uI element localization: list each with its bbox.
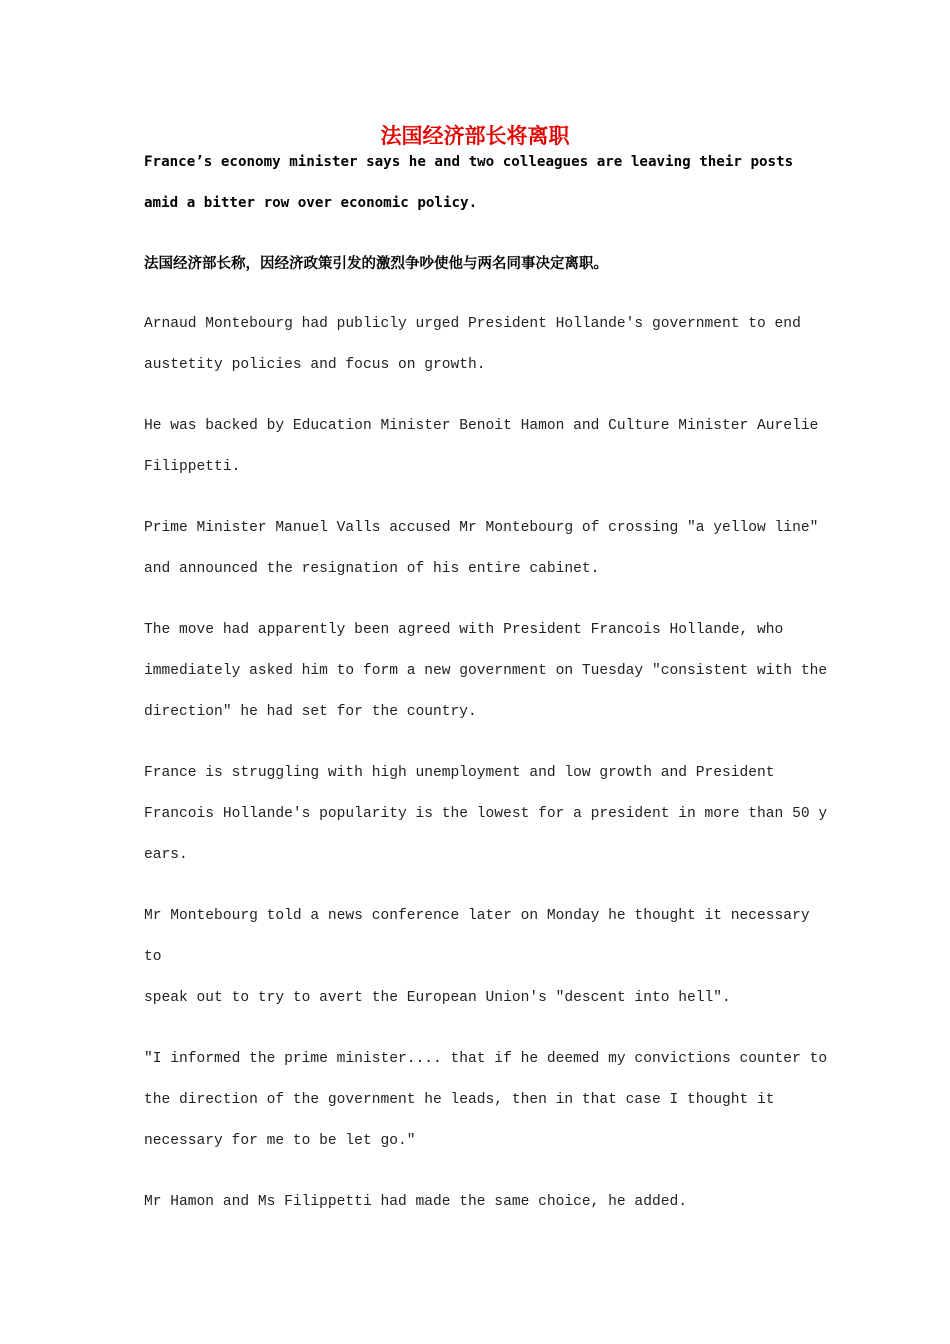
article-body <box>144 304 834 1243</box>
paragraph-3: Prime Minister Manuel Valls accused Mr Montebourg of crossing "a yellow line" and announced the resignation of his entire cabinet. <box>144 520 819 577</box>
paragraph-8: Mr Hamon and Ms Filippetti had made the same choice, he added. <box>144 1194 687 1210</box>
paragraph-2: He was backed by Education Minister Benoit Hamon and Culture Minister Aurelie Filippetti. <box>144 418 819 475</box>
document-title: 法国经济部长将离职 <box>380 124 570 148</box>
lead-chinese: 法国经济部长称，因经济政策引发的激烈争吵使他与两名同事决定离职。 <box>144 256 608 272</box>
paragraph-1: Arnaud Montebourg had publicly urged President Hollande's government to end austetity policies and focus on growth. <box>144 316 801 373</box>
paragraph-7: "I informed the prime minister.... that if he deemed my convictions counter to the direction of the government he leads, then in that case I thought it necessary for me to be let go." <box>144 1051 828 1149</box>
paragraph-4: The move had apparently been agreed with President Francois Hollande, who immediately asked him to form a new government on Tuesday "consistent with the direction" he had set for the country. <box>144 622 828 720</box>
paragraph-5: France is struggling with high unemployment and low growth and President Francois Hollande's popularity is the lowest for a president in more than 50 y ears. <box>144 765 828 863</box>
paragraph-6: Mr Montebourg told a news conference later on Monday he thought it necessary to speak out to try to avert the European Union's "descent into hell". <box>144 908 810 1006</box>
lead-english: France’s economy minister says he and two colleagues are leaving their posts amid a bitter row over economic policy. <box>144 154 794 211</box>
